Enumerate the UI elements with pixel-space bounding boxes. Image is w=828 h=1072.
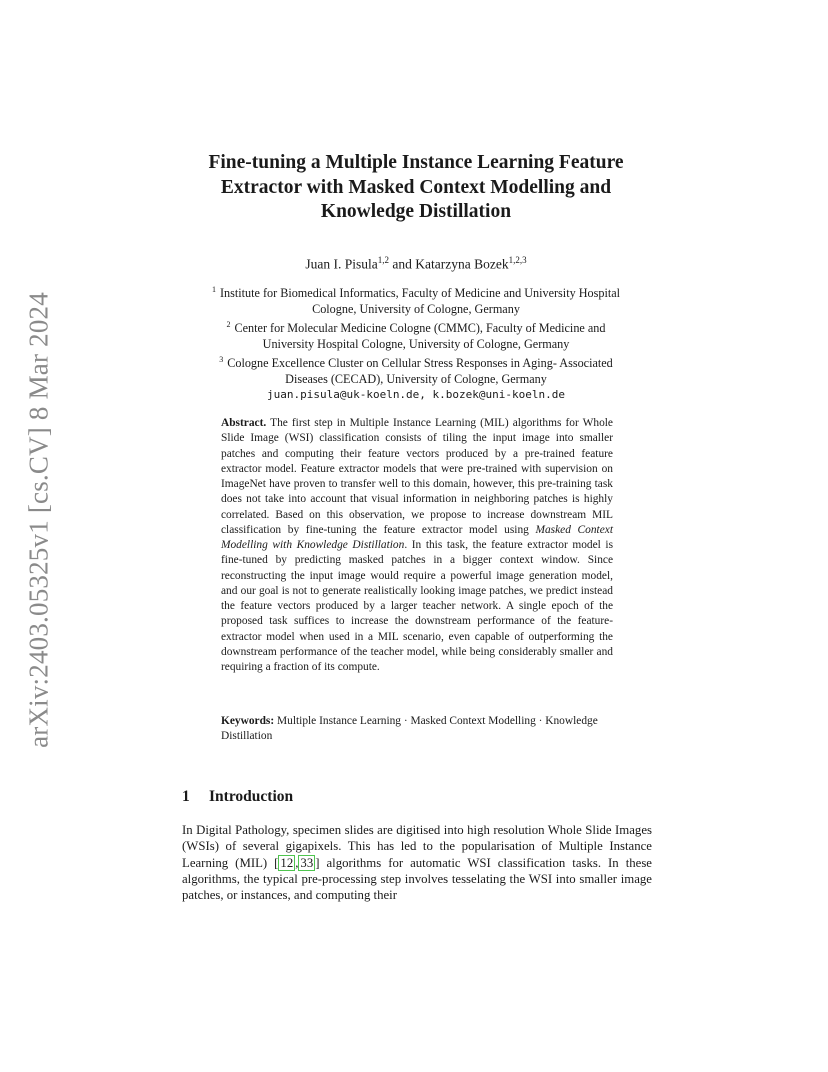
title-line: Fine-tuning a Multiple Instance Learning Feature: [208, 152, 624, 173]
abstract-text: . In this task, the feature extractor model is fine-tuned by predicting masked patches in a bigger context window. Since reconstructing the input image would require a powerful image generation model, and our goal is not to generate realistically looking image patches, we predict instead the feature vectors produced by a larger teacher network. A single epoch of the proposed task suffices to increase the downstream performance of the feature-extractor model when used in a MIL scenario, even capable of outperforming the downstream performance of the teacher model, while being considerably smaller and requiring a fraction of its compute.: [221, 539, 613, 673]
arxiv-identifier: arXiv:2403.05325v1 [cs.CV] 8 Mar 2024: [23, 292, 54, 748]
affiliation-line: University Hospital Cologne, University of Cologne, Germany: [262, 337, 570, 352]
citation-link[interactable]: 33: [300, 855, 314, 870]
keywords-label: Keywords:: [221, 715, 275, 727]
author-affil-sup: 1,2: [377, 255, 390, 265]
section-title: Introduction: [209, 788, 294, 805]
affiliation-line: Diseases (CECAD), University of Cologne, Germany: [285, 372, 547, 387]
introduction-paragraph: In Digital Pathology, specimen slides are digitised into high resolution Whole Slide Images (WSIs) of several gigapixels. This has led to the popularisation of Multiple Instance Learning (MIL) [ 12 , 33 ] algorithms for automatic WSI classification tasks. In these algorithms, the typical pre-processing step involves tesselating the WSI into smaller image patches, or instances, and computing their: [182, 823, 652, 902]
title-line: Knowledge Distillation: [320, 201, 512, 222]
affiliation-line: $^3$ Cologne Excellence Cluster on Cellular Stress Responses in Aging- Associated: [219, 355, 613, 371]
affiliation-line: $^2$ Center for Molecular Medicine Cologne (CMMC), Faculty of Medicine and: [226, 320, 606, 336]
affiliation-line: $^1$ Institute for Biomedical Informatics, Faculty of Medicine and University Hospital: [211, 285, 621, 301]
abstract-text-italic: Masked Context Modelling with Knowledge Distillation: [221, 523, 613, 551]
affiliation-number: 1: [211, 285, 216, 294]
affiliation-number: 3: [219, 355, 224, 365]
citation-link[interactable]: 12: [280, 855, 294, 870]
keywords-text: Multiple Instance Learning · Masked Context Modelling · Knowledge Distillation: [221, 715, 598, 743]
author-conjunction: and: [389, 256, 416, 272]
affiliation-line: Cologne, University of Cologne, Germany: [312, 302, 520, 317]
author-emails: juan.pisula@uk-koeln.de, k.bozek@uni-koeln.de: [266, 388, 565, 402]
affiliation-number: 2: [226, 320, 231, 330]
abstract-text: The first step in Multiple Instance Learning (MIL) algorithms for Whole Slide Image (WSI) classification consists of tiling the input image into smaller patches and computing their feature vectors produced by a pre-trained feature extractor model. Feature extractor models that were pre-trained with supervision on ImageNet have proven to transfer well to this domain, however, this pre-training task does not take into account that visual information in neighboring patches is highly correlated. Based on this observation, we propose to increase downstream MIL classification by fine-tuning the feature extractor model using: [221, 417, 613, 536]
section-number: 1: [182, 788, 190, 805]
author-name: Juan I. Pisula: [305, 256, 378, 272]
section-heading: [182, 788, 293, 806]
title-line: Extractor with Masked Context Modelling and: [220, 176, 612, 198]
affiliations: [150, 282, 682, 403]
author-affil-sup: 1,2,3: [508, 255, 527, 265]
abstract: [221, 416, 613, 675]
paper-title: [150, 151, 682, 225]
keywords: [221, 714, 613, 745]
author-list: [150, 252, 682, 273]
arxiv-sidebar: [22, 285, 56, 755]
abstract-label: Abstract.: [221, 417, 267, 429]
author-name: Katarzyna Bozek: [415, 256, 509, 272]
